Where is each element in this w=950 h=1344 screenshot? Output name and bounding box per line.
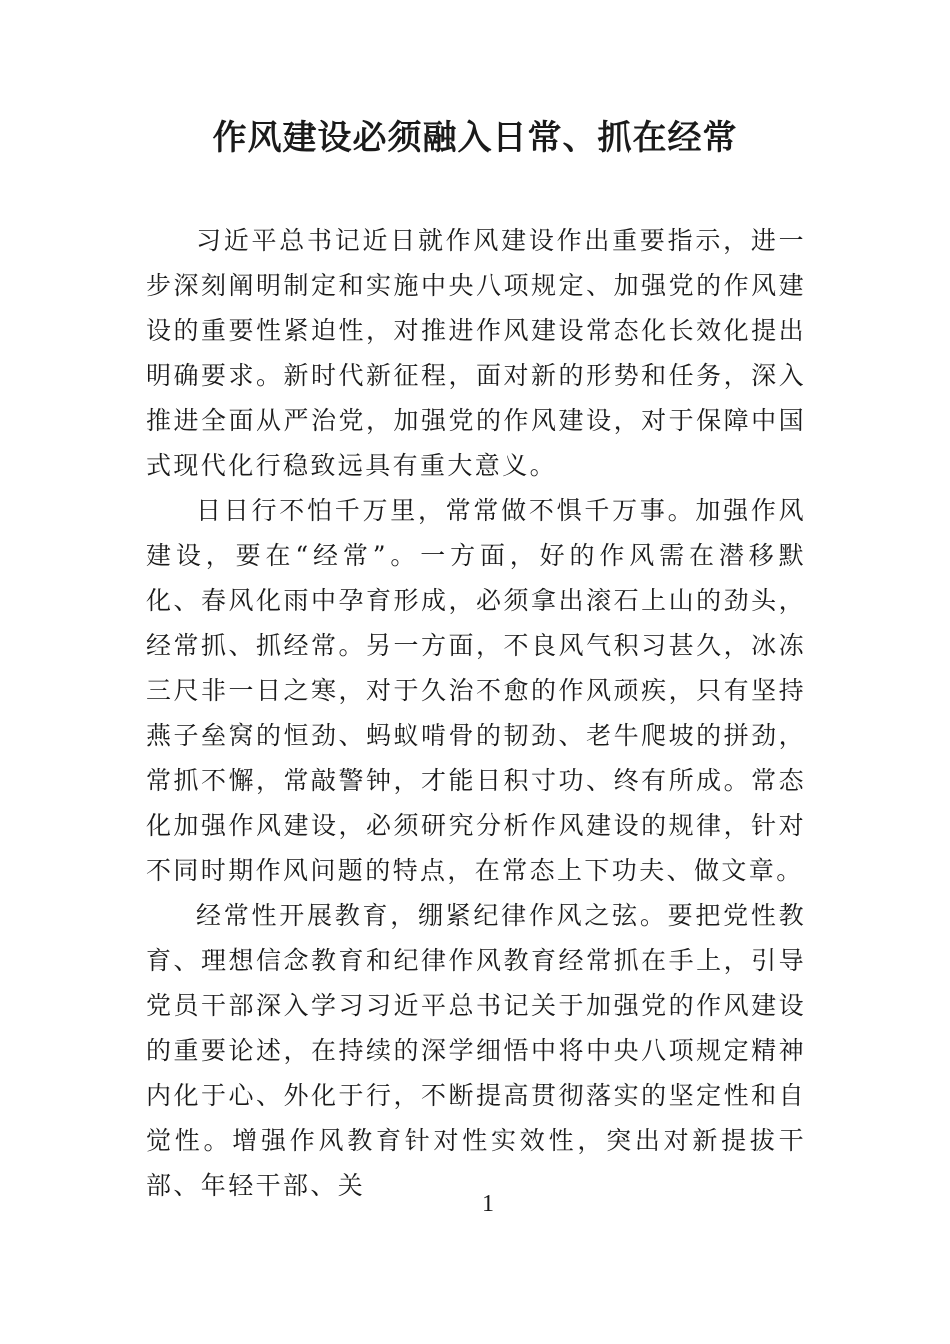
- paragraph: 日日行不怕千万里，常常做不惧千万事。加强作风建设，要在“经常”。一方面，好的作风需在潜移默化、春风化雨中孕育形成，必须拿出滚石上山的劲头，经常抓、抓经常。另一方面，不良风气积习甚久，冰冻三尺非一日之寒，对于久治不愈的作风顽疾，只有坚持燕子垒窝的恒劲、蚂蚁啃骨的韧劲、老牛爬坡的拼劲，常抓不懈，常敲警钟，才能日积寸功、终有所成。常态化加强作风建设，必须研究分析作风建设的规律，针对不同时期作风问题的特点，在常态上下功夫、做文章。: [146, 496, 806, 885]
- paragraph: 习近平总书记近日就作风建设作出重要指示，进一步深刻阐明制定和实施中央八项规定、加强党的作风建设的重要性紧迫性，对推进作风建设常态化长效化提出明确要求。新时代新征程，面对新的形势和任务，深入推进全面从严治党，加强党的作风建设，对于保障中国式现代化行稳致远具有重大意义。: [146, 226, 806, 480]
- page-number: 1: [482, 1191, 494, 1217]
- document-title: 作风建设必须融入日常、抓在经常: [212, 118, 738, 158]
- paragraph: 经常性开展教育，绷紧纪律作风之弦。要把党性教育、理想信念教育和纪律作风教育经常抓在手上，引导党员干部深入学习习近平总书记关于加强党的作风建设的重要论述，在持续的深学细悟中将中央八项规定精神内化于心、外化于行，不断提高贯彻落实的坚定性和自觉性。增强作风教育针对性实效性，突出对新提拔干部、年轻干部、关: [146, 901, 806, 1200]
- document-body: [146, 218, 806, 1208]
